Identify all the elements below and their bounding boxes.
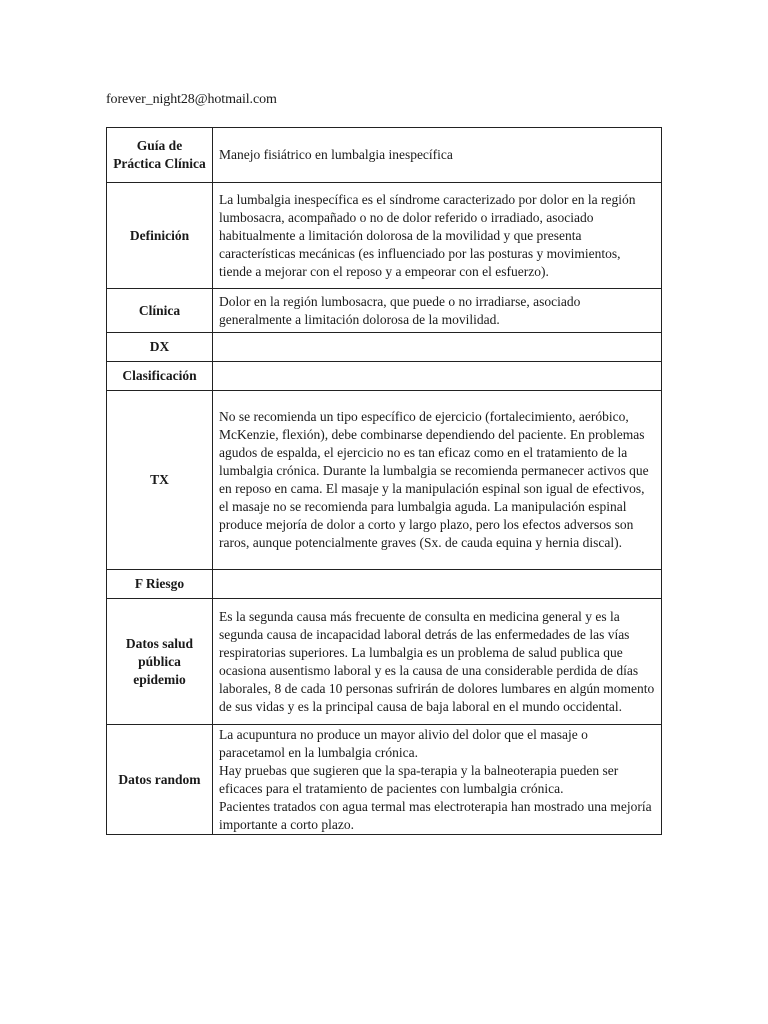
- author-email: forever_night28@hotmail.com: [106, 92, 277, 107]
- row-label-datos-random: Datos random: [107, 725, 213, 835]
- paragraph: La lumbalgia inespecífica es el síndrome caracterizado por dolor en la región lumbosacra, acompañado o no de dolor referido o irradiado, asociado habitualmente a limitación dolorosa de la movilidad y que presenta características mecánicas (es influenciado por las posturas y movimientos, tiende a mejorar con el reposo y a empeorar con el esfuerzo).: [219, 191, 636, 279]
- clinical-guide-table: [106, 127, 662, 835]
- table-row: [107, 289, 662, 333]
- row-content-tx: [213, 391, 662, 570]
- row-label-definicion: Definición: [107, 183, 213, 289]
- table-row: [107, 599, 662, 725]
- row-content-datos-salud: [213, 599, 662, 725]
- row-label-tx: TX: [107, 391, 213, 570]
- paragraph: Manejo fisiátrico en lumbalgia inespecífica: [219, 147, 453, 162]
- table-row: [107, 570, 662, 599]
- paragraph: Pacientes tratados con agua termal mas electroterapia han mostrado una mejoría importante a corto plazo.: [219, 798, 652, 832]
- row-label-guia: Guía de Práctica Clínica: [107, 128, 213, 183]
- table-row: [107, 333, 662, 362]
- row-content-f-riesgo: [213, 570, 662, 599]
- row-label-dx: DX: [107, 333, 213, 362]
- row-content-clasificacion: [213, 362, 662, 391]
- row-label-datos-salud: Datos salud pública epidemio: [107, 599, 213, 725]
- row-content-guia: [213, 128, 662, 183]
- row-content-datos-random: [213, 725, 662, 835]
- row-label-clinica: Clínica: [107, 289, 213, 333]
- paragraph: No se recomienda un tipo específico de ejercicio (fortalecimiento, aeróbico, McKenzie, flexión), debe combinarse dependiendo del paciente. En problemas agudos de espalda, el ejercicio no es tan eficaz como en el tratamiento de la lumbalgia crónica. Durante la lumbalgia se recomienda permanecer activos que en reposo en cama. El masaje y la manipulación espinal son igual de efectivos, el masaje no se recomienda para lumbalgia aguda. La manipulación espinal produce mejoría de dolor a corto y largo plazo, pero los efectos adversos son raros, aunque potencialmente graves (Sx. de cauda equina y hernia discal).: [219, 409, 649, 550]
- paragraph: Hay pruebas que sugieren que la spa-terapia y la balneoterapia pueden ser eficaces para el tratamiento de pacientes con lumbalgia crónica.: [219, 762, 619, 796]
- paragraph: La acupuntura no produce un mayor alivio del dolor que el masaje o paracetamol en la lumbalgia crónica.: [219, 726, 588, 760]
- row-content-clinica: [213, 289, 662, 333]
- paragraph: Es la segunda causa más frecuente de consulta en medicina general y es la segunda causa de incapacidad laboral detrás de las enfermedades de las vías respiratorias superiores. La lumbalgia es un problema de salud publica que ocasiona ausentismo laboral y es la causa de una considerable perdida de días laborales, 8 de cada 10 personas sufrirán de dolores lumbares en algún momento de sus vidas y es la principal causa de baja laboral en el mundo occidental.: [219, 608, 655, 714]
- table-row: [107, 183, 662, 289]
- row-label-clasificacion: Clasificación: [107, 362, 213, 391]
- table-row: [107, 362, 662, 391]
- row-content-definicion: [213, 183, 662, 289]
- table-row: [107, 128, 662, 183]
- row-label-f-riesgo: F Riesgo: [107, 570, 213, 599]
- row-content-dx: [213, 333, 662, 362]
- table-row: [107, 725, 662, 835]
- table-row: [107, 391, 662, 570]
- paragraph: Dolor en la región lumbosacra, que puede o no irradiarse, asociado generalmente a limitación dolorosa de la movilidad.: [219, 293, 581, 327]
